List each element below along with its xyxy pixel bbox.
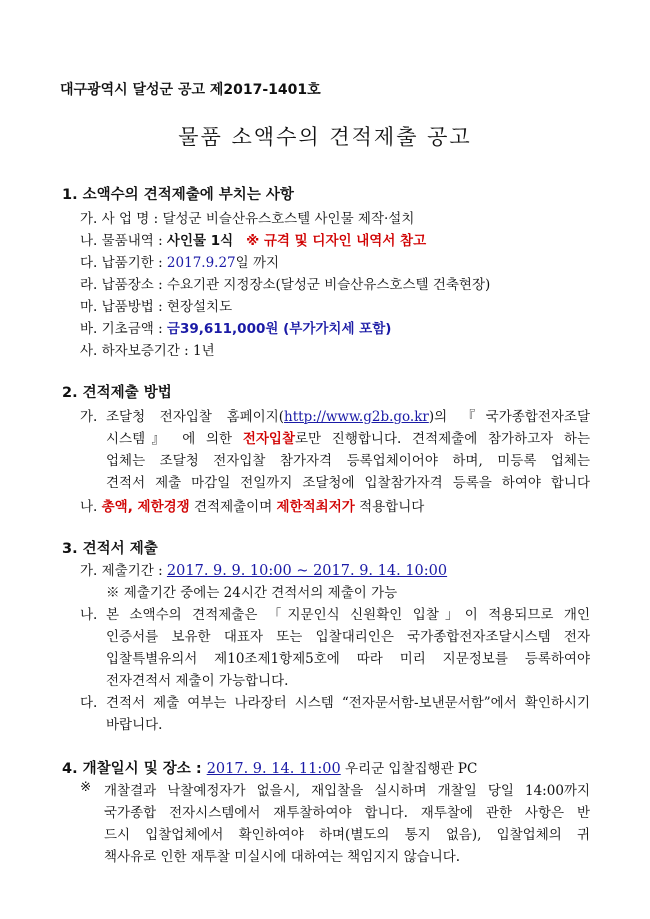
deadline-prefix: 다. 납품기한 : (80, 255, 167, 271)
price-value: 금39,611,000원 (부가가치세 포함) (166, 321, 392, 337)
section4-note-line4: 책사유로 인한 재투찰 미실시에 대하여는 책임지지 않습니다. (104, 849, 461, 865)
section3-c-line1: 견적서 제출 여부는 나라장터 시스템 “전자문서함-보낸문서함”에서 확인하시기 (106, 695, 590, 711)
goods-value: 사인물 1식 (166, 233, 234, 249)
limited-lowest-text: 제한적최저가 (276, 499, 355, 515)
goods-note: ※ 규격 및 디자인 내역서 참고 (246, 233, 427, 249)
section2-a-line3: 업체는 조달청 전자입찰 참가자격 등록업체이어야 하며, 미등록 업체는 (106, 453, 590, 469)
document-title: 물품 소액수의 견적제출 공고 (178, 125, 472, 149)
goods-line (80, 229, 426, 249)
section4-heading: 4. 개찰일시 및 장소 : (62, 761, 207, 777)
submission-period: 2017. 9. 9. 10:00 ~ 2017. 9. 14. 10:00 (166, 563, 448, 579)
line2-post: 로만 진행합니다. 견적제출에 참가하고자 하는 (295, 431, 590, 447)
section2-b-line (80, 495, 424, 515)
section1-heading: 1. 소액수의 견적제출에 부치는 사항 (62, 187, 294, 203)
deadline-suffix: 일 까지 (235, 255, 280, 271)
section4-note-line3: 드시 입찰업체에서 확인하여야 하며(별도의 통지 없음), 입찰업체의 귀 (104, 827, 590, 843)
note-mark: ※ (80, 779, 92, 795)
b-mid-text: 견적제출이며 (189, 499, 277, 515)
line2-pre: 시스템』 에 의한 (106, 431, 243, 447)
section4-note-line1: 개찰결과 낙찰예정자가 없을시, 재입찰을 실시하며 개찰일 당일 14:00까지 (104, 783, 590, 799)
opening-place: 우리군 입찰집행관 PC (340, 761, 478, 777)
delivery-method-line: 마. 납품방법 : 현장설치도 (80, 299, 233, 315)
submission-period-line (80, 559, 447, 579)
line1-post: )의 『국가종합전자조달 (428, 409, 590, 425)
section3-b-line2: 인증서를 보유한 대표자 또는 입찰대리인은 국가종합전자조달시스템 전자 (106, 629, 590, 645)
b-post-text: 적용합니다 (354, 499, 425, 515)
delivery-place-line: 라. 납품장소 : 수요기관 지정장소(달성군 비슬산유스호스텔 건축현장) (80, 277, 491, 293)
business-name-line: 가. 사 업 명 : 달성군 비슬산유스호스텔 사인물 제작·설치 (80, 211, 415, 227)
g2b-link[interactable]: http://www.g2b.go.kr (284, 409, 429, 425)
item-b-label: 나. (80, 607, 98, 623)
e-bidding-text: 전자입찰 (242, 431, 295, 447)
section4-note-line2: 국가종합 전자시스템에서 재투찰하여야 합니다. 재투찰에 관한 사항은 반 (104, 805, 590, 821)
section2-a-line1 (106, 405, 590, 425)
item-b-label: 나. (80, 499, 102, 515)
section2-a-line2 (106, 427, 590, 447)
section3-b-line4: 전자견적서 제출이 가능합니다. (106, 673, 289, 689)
section4-heading-line (62, 757, 477, 778)
line1-pre: 조달청 전자입찰 홈페이지( (106, 409, 285, 425)
period-prefix: 가. 제출기간 : (80, 563, 167, 579)
section3-c-line2: 바랍니다. (106, 717, 163, 733)
total-limited-text: 총액, 제한경쟁 (101, 499, 190, 515)
base-price-line (80, 317, 391, 337)
item-c-label: 다. (80, 695, 98, 711)
deadline-line (80, 251, 279, 271)
section3-heading: 3. 견적서 제출 (62, 541, 158, 557)
submission-note: ※ 제출기간 중에는 24시간 견적서의 제출이 가능 (106, 585, 398, 601)
section3-b-line3: 입찰특별유의서 제10조제1항제5호에 따라 미리 지문정보를 등록하여야 (106, 651, 590, 667)
opening-datetime: 2017. 9. 14. 11:00 (206, 761, 341, 777)
section2-a-line4: 견적서 제출 마감일 전일까지 조달청에 입찰참가자격 등록을 하여야 합니다 (106, 475, 590, 491)
deadline-value: 2017.9.27 (166, 255, 236, 271)
price-prefix: 바. 기초금액 : (80, 321, 167, 337)
goods-prefix: 나. 물품내역 : (80, 233, 167, 249)
section3-b-line1: 본 소액수의 견적제출은 「지문인식 신원확인 입찰」이 적용되므로 개인 (106, 607, 590, 623)
section2-heading: 2. 견적제출 방법 (62, 385, 172, 401)
item-a-label: 가. (80, 409, 98, 425)
warranty-line: 사. 하자보증기간 : 1년 (80, 343, 215, 359)
notice-number: 대구광역시 달성군 공고 제2017-1401호 (60, 82, 321, 98)
